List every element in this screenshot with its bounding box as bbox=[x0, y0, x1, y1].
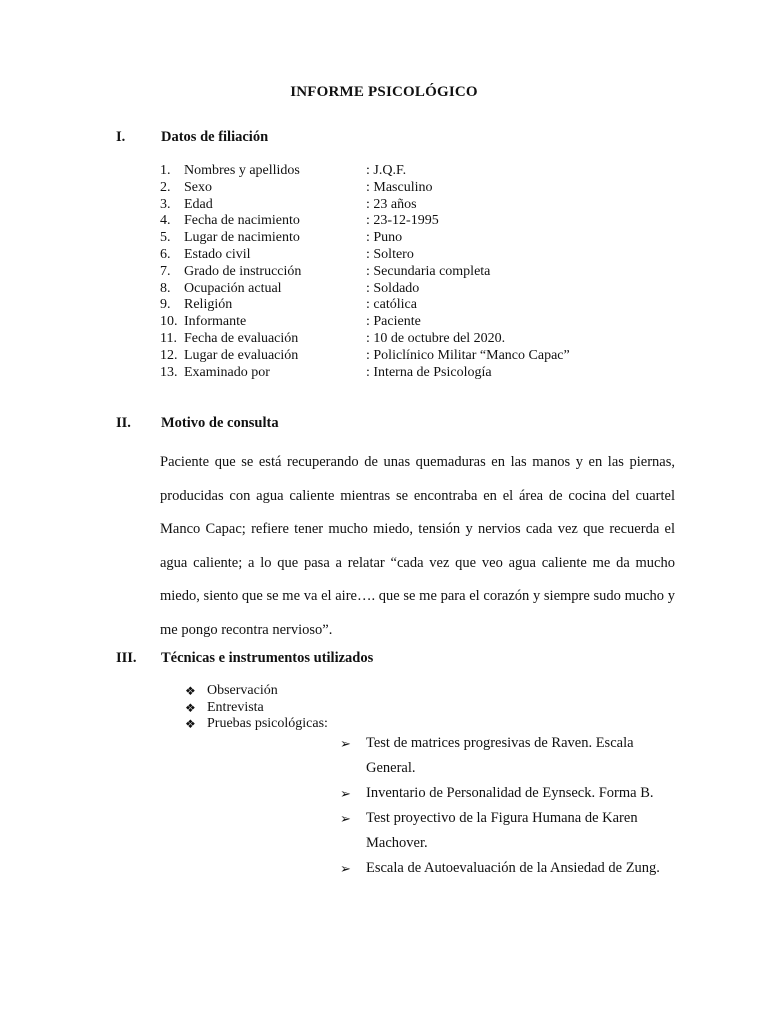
field-number: 10. bbox=[160, 314, 178, 330]
arrow-bullet-icon: ➢ bbox=[340, 861, 351, 876]
field-number: 12. bbox=[160, 347, 178, 363]
field-row bbox=[160, 264, 680, 281]
field-row bbox=[160, 197, 680, 214]
list-item bbox=[185, 700, 485, 717]
field-number: 6. bbox=[160, 246, 171, 262]
section-number-3: III. bbox=[116, 650, 137, 666]
field-number: 4. bbox=[160, 213, 171, 229]
field-row bbox=[160, 297, 680, 314]
motivo-paragraph: Paciente que se está recuperando de unas quemaduras en las manos y en las piernas, producidas con agua caliente mientras se encontraba en el área de cocina del cuartel Manco Capac; refiere tener mucho miedo, tensión y nervios cada vez que recuerda el agua caliente; a lo que pasa a relatar “cada vez que veo agua caliente me da mucho miedo, siento que se me va el aire…. que se me para el corazón y siempre sudo mucho y me pongo recontra nervioso”. bbox=[160, 454, 675, 638]
field-row bbox=[160, 331, 680, 348]
list-item-label: Test de matrices progresivas de Raven. Escala General. bbox=[366, 735, 634, 776]
field-label: Examinado por bbox=[184, 364, 270, 380]
arrow-bullet-icon: ➢ bbox=[340, 736, 351, 751]
field-value: : Policlínico Militar “Manco Capac” bbox=[366, 347, 570, 363]
field-label: Sexo bbox=[184, 179, 212, 195]
field-value: : Paciente bbox=[366, 314, 421, 330]
list-item-label: Observación bbox=[207, 683, 278, 698]
field-label: Fecha de nacimiento bbox=[184, 213, 300, 229]
field-value: : Soldado bbox=[366, 280, 420, 296]
field-number: 8. bbox=[160, 280, 171, 296]
field-row bbox=[160, 314, 680, 331]
field-number: 13. bbox=[160, 364, 178, 380]
field-value: : J.Q.F. bbox=[366, 163, 407, 178]
field-number: 5. bbox=[160, 230, 171, 246]
list-item bbox=[340, 781, 690, 806]
field-number: 11. bbox=[160, 330, 177, 346]
field-value: : 23-12-1995 bbox=[366, 213, 439, 229]
field-value: : Interna de Psicología bbox=[366, 364, 492, 380]
field-number: 2. bbox=[160, 179, 171, 195]
document-title: INFORME PSICOLÓGICO bbox=[290, 84, 478, 100]
arrow-bullet-icon: ➢ bbox=[340, 811, 351, 826]
field-number: 3. bbox=[160, 196, 171, 212]
diamond-bullet-icon: ❖ bbox=[185, 700, 196, 715]
field-row bbox=[160, 180, 680, 197]
field-number: 7. bbox=[160, 263, 171, 279]
field-value: : Secundaria completa bbox=[366, 263, 491, 279]
field-label: Lugar de nacimiento bbox=[184, 230, 300, 246]
tecnicas-list bbox=[185, 683, 485, 733]
field-row bbox=[160, 163, 680, 180]
field-value: : 23 años bbox=[366, 196, 417, 212]
field-label: Grado de instrucción bbox=[184, 263, 302, 279]
section-number-2: II. bbox=[116, 415, 131, 431]
list-item-label: Test proyectivo de la Figura Humana de Karen Machover. bbox=[366, 810, 638, 851]
list-item-label: Entrevista bbox=[207, 699, 264, 715]
list-item-label: Inventario de Personalidad de Eynseck. Forma B. bbox=[366, 785, 654, 801]
field-value: : Puno bbox=[366, 230, 403, 246]
field-label: Ocupación actual bbox=[184, 280, 282, 296]
field-row bbox=[160, 281, 680, 298]
field-row bbox=[160, 348, 680, 365]
list-item-label: Escala de Autoevaluación de la Ansiedad de Zung. bbox=[366, 860, 660, 876]
list-item bbox=[340, 856, 690, 881]
field-row bbox=[160, 247, 680, 264]
field-label: Fecha de evaluación bbox=[184, 330, 299, 346]
diamond-bullet-icon: ❖ bbox=[185, 684, 196, 698]
field-label: Religión bbox=[184, 297, 233, 313]
section-title-motivo-consulta: Motivo de consulta bbox=[161, 415, 279, 431]
field-value: : Masculino bbox=[366, 179, 433, 195]
field-value: : 10 de octubre del 2020. bbox=[366, 330, 506, 346]
field-label: Lugar de evaluación bbox=[184, 347, 299, 363]
field-value: : católica bbox=[366, 297, 417, 313]
field-label: Informante bbox=[184, 314, 247, 330]
section-title-datos-filiacion: Datos de filiación bbox=[161, 129, 269, 145]
list-item-label: Pruebas psicológicas: bbox=[207, 716, 328, 731]
field-row bbox=[160, 365, 680, 382]
pruebas-list bbox=[340, 731, 690, 881]
arrow-bullet-icon: ➢ bbox=[340, 786, 351, 801]
field-label: Edad bbox=[184, 196, 213, 212]
field-value: : Soltero bbox=[366, 246, 414, 262]
section-number-1: I. bbox=[116, 129, 126, 145]
field-row bbox=[160, 213, 680, 230]
list-item bbox=[340, 731, 690, 781]
field-label: Nombres y apellidos bbox=[184, 163, 300, 178]
datos-filiacion-list bbox=[160, 163, 680, 381]
list-item bbox=[185, 683, 485, 700]
list-item bbox=[340, 806, 690, 856]
section-title-tecnicas: Técnicas e instrumentos utilizados bbox=[161, 650, 374, 666]
field-number: 9. bbox=[160, 297, 171, 313]
field-row bbox=[160, 230, 680, 247]
diamond-bullet-icon: ❖ bbox=[185, 717, 196, 731]
field-number: 1. bbox=[160, 163, 171, 178]
field-label: Estado civil bbox=[184, 246, 251, 262]
